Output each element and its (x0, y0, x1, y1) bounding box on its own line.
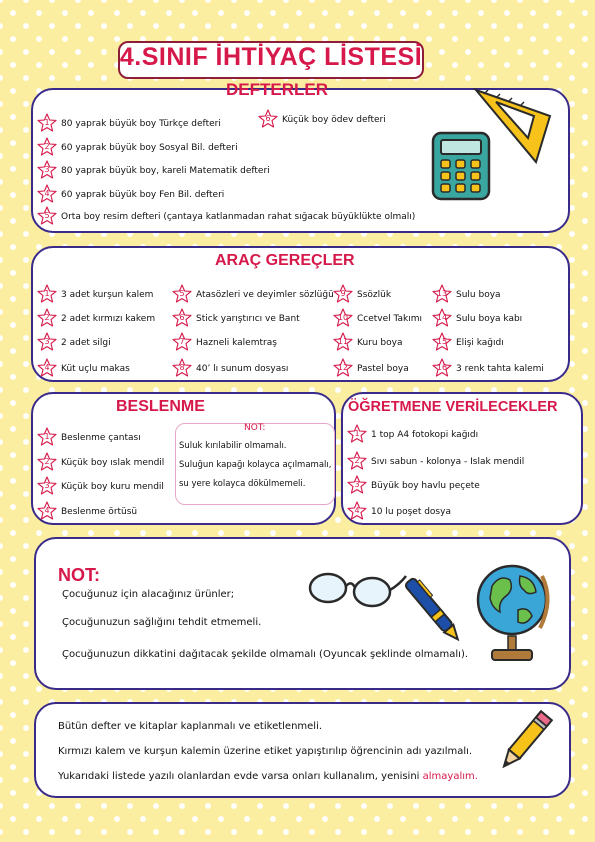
item-text: Stick yarıştırıcı ve Bant (196, 314, 300, 324)
calculator-icon (430, 130, 492, 202)
footer-line-1: Bütün defter ve kitaplar kaplanmalı ve etiketlenmeli. (58, 721, 323, 732)
item-text: Elişi kağıdı (456, 338, 504, 348)
item-number: 3 (44, 481, 50, 490)
star-icon (37, 206, 57, 226)
star-icon (172, 332, 192, 352)
star-icon (37, 501, 57, 521)
star-icon (333, 284, 353, 304)
item-number: 2 (44, 313, 50, 322)
beslenme-note-title: NOT: (244, 423, 266, 433)
star-icon (432, 332, 452, 352)
item-text: 3 renk tahta kalemi (456, 364, 544, 374)
item-number: 10 (337, 313, 349, 322)
item-text: Ccetvel Takımı (357, 314, 423, 324)
star-icon (37, 358, 57, 378)
glasses-icon (306, 566, 408, 610)
item-number: 2 (44, 142, 50, 151)
star-icon (347, 475, 367, 495)
footer-line-2: Kırmızı kalem ve kurşun kalemin üzerine etiket yapıştırılıp öğrencinin adı yazılmalı. (58, 746, 473, 757)
item-number: 3 (44, 165, 50, 174)
star-icon (37, 113, 57, 133)
item-text: 40’ lı sunum dosyası (196, 364, 289, 374)
beslenme-note-line: Suluk kırılabilir olmamalı. (179, 441, 287, 451)
item-text: Hazneli kalemtraş (196, 338, 277, 348)
star-icon (432, 284, 452, 304)
star-icon (172, 358, 192, 378)
arac-title: ARAÇ GEREÇLER (215, 252, 355, 269)
beslenme-note-line: Suluğun kapağı kolayca açılmamalı, (179, 460, 332, 470)
item-text: Küçük boy kuru mendil (61, 482, 164, 492)
item-number: 8 (179, 363, 185, 372)
item-number: 5 (44, 211, 50, 220)
item-text: Ssözlük (357, 290, 392, 300)
item-number: 3 (44, 337, 50, 346)
not-line-1: Çocuğunuz için alacağınız ürünler; (62, 589, 235, 600)
star-icon (172, 308, 192, 328)
item-number: 13 (436, 289, 448, 298)
item-text: Büyük boy havlu peçete (371, 481, 480, 491)
item-text: 10 lu poşet dosya (371, 507, 451, 517)
star-icon (37, 137, 57, 157)
item-number: 5 (179, 289, 185, 298)
item-text: Pastel boya (357, 364, 409, 374)
item-number: 16 (436, 363, 448, 372)
footer-line-3 (58, 771, 478, 782)
footer-line-3-main: Yukarıdaki listede yazılı olanlardan evde varsa onları kullanalım, yenisini (58, 771, 420, 782)
item-text: Sulu boya (456, 290, 501, 300)
star-icon (172, 284, 192, 304)
star-icon (37, 308, 57, 328)
item-number: 12 (337, 363, 349, 372)
item-number: 1 (44, 432, 50, 441)
pencil-icon (488, 708, 560, 780)
item-text: Sulu boya kabı (456, 314, 523, 324)
star-icon (37, 476, 57, 496)
item-text: Kuru boya (357, 338, 403, 348)
item-text: Küt uçlu makas (61, 364, 130, 374)
item-number: 7 (179, 337, 185, 346)
item-number: 4 (354, 506, 360, 515)
star-icon (333, 332, 353, 352)
item-text: 1 top A4 fotokopi kağıdı (371, 430, 479, 440)
item-text: 3 adet kurşun kalem (61, 290, 154, 300)
globe-icon (470, 556, 560, 668)
pen-icon (402, 570, 466, 652)
star-icon (37, 452, 57, 472)
item-number: 4 (44, 189, 50, 198)
footer-line-3-highlight: almayalım. (422, 771, 478, 782)
star-icon (347, 501, 367, 521)
item-text: 80 yaprak büyük boy, kareli Matematik defteri (61, 166, 270, 176)
star-icon (37, 184, 57, 204)
star-icon (333, 358, 353, 378)
star-icon (37, 284, 57, 304)
star-icon (37, 160, 57, 180)
item-text: Atasözleri ve deyimler sözlüğü (196, 290, 334, 300)
item-number: 3 (354, 480, 360, 489)
item-text: Beslenme örtüsü (61, 507, 138, 517)
star-icon (258, 109, 278, 129)
item-text: 2 adet silgi (61, 338, 111, 348)
item-text: 80 yaprak büyük boy Türkçe defteri (61, 119, 221, 129)
item-number: 1 (354, 429, 360, 438)
item-number: 14 (436, 313, 448, 322)
star-icon (347, 424, 367, 444)
not-line-2: Çocuğunuzun sağlığını tehdit etmemeli. (62, 617, 262, 628)
star-icon (347, 451, 367, 471)
item-number: 4 (44, 506, 50, 515)
item-text: 60 yaprak büyük boy Fen Bil. defteri (61, 190, 225, 200)
item-number: 2 (354, 456, 360, 465)
item-number: 15 (436, 337, 448, 346)
ogretmen-title: ÖĞRETMENE VERİLECEKLER (348, 399, 558, 415)
item-text: Orta boy resim defteri (çantaya katlanmadan rahat sığacak büyüklükte olmalı) (61, 212, 416, 222)
item-number: 11 (337, 337, 349, 346)
item-number: 2 (44, 457, 50, 466)
star-icon (37, 332, 57, 352)
item-text: 2 adet kırmızı kakem (61, 314, 156, 324)
item-number: 9 (340, 289, 346, 298)
item-number: 4 (44, 363, 50, 372)
item-number: 1 (44, 289, 50, 298)
star-icon (333, 308, 353, 328)
item-text: Küçük boy ödev defteri (282, 115, 386, 125)
star-icon (37, 427, 57, 447)
not-title: NOT: (58, 565, 100, 585)
item-number: 6 (265, 114, 271, 123)
item-number: 1 (44, 118, 50, 127)
not-line-3: Çocuğunuzun dikkatini dağıtacak şekilde olmamalı (Oyuncak şeklinde olmamalı). (62, 649, 469, 660)
item-text: Beslenme çantası (61, 433, 141, 443)
star-icon (432, 358, 452, 378)
item-number: 6 (179, 313, 185, 322)
page-title: 4.SINIF İHTİYAÇ LİSTESİ (119, 43, 423, 71)
item-text: Küçük boy ıslak mendil (61, 458, 165, 468)
item-text: Sıvı sabun - kolonya - Islak mendil (371, 457, 525, 467)
beslenme-title: BESLENME (116, 398, 205, 415)
defterler-title: DEFTERLER (226, 80, 328, 99)
star-icon (432, 308, 452, 328)
beslenme-note-line: su yere kolayca dökülmemeli. (179, 479, 306, 489)
item-text: 60 yaprak büyük boy Sosyal Bil. defteri (61, 143, 238, 153)
